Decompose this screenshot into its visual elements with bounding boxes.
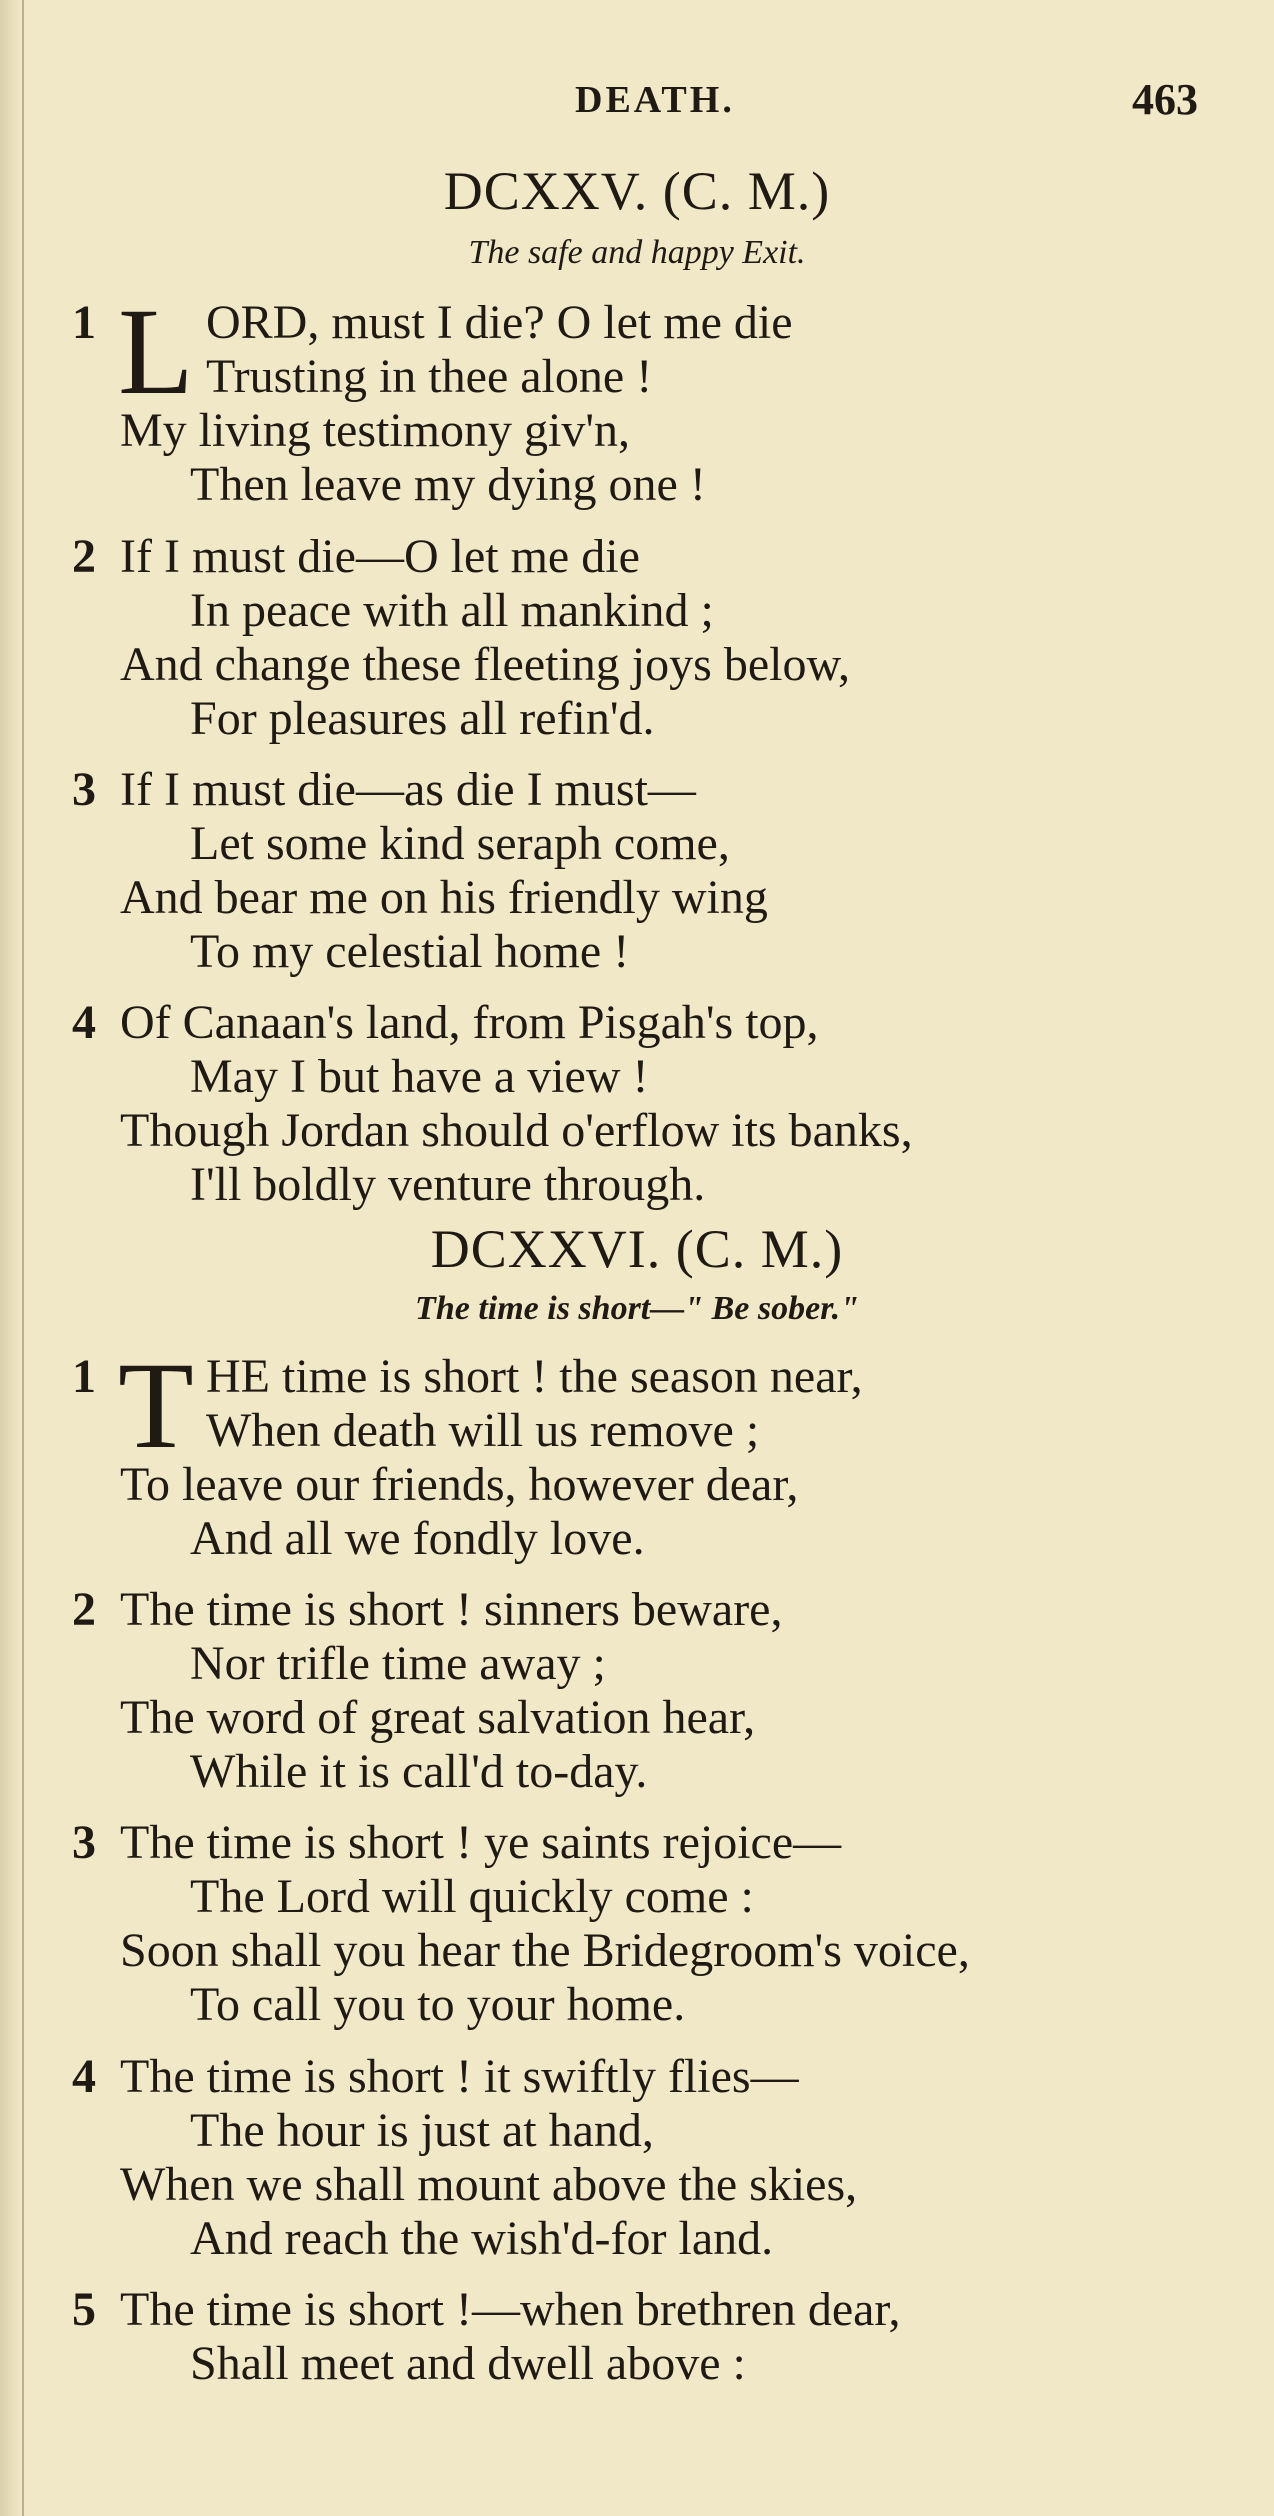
verse-line: My living testimony giv'n, [120, 404, 630, 457]
verse-line: The hour is just at hand, [190, 2104, 654, 2157]
running-head: DEATH. [575, 79, 735, 121]
stanza-number: 2 [72, 530, 96, 583]
verse-line: While it is call'd to-day. [190, 1745, 648, 1798]
verse-line: Soon shall you hear the Bridegroom's voice, [120, 1924, 970, 1977]
hymn-title: DCXXV. (C. M.) [443, 161, 831, 221]
verse-line: To call you to your home. [190, 1978, 686, 2031]
verse-line: In peace with all mankind ; [190, 584, 714, 637]
verse-line: When we shall mount above the skies, [120, 2158, 858, 2211]
stanza-number: 1 [72, 1350, 96, 1403]
verse-line: And change these fleeting joys below, [120, 638, 851, 691]
verse-line: For pleasures all refin'd. [190, 692, 655, 745]
verse-line: The time is short ! ye saints rejoice— [120, 1816, 842, 1869]
stanza-number: 4 [72, 996, 96, 1049]
verse-line: The Lord will quickly come : [190, 1870, 754, 1923]
verse-line: Of Canaan's land, from Pisgah's top, [120, 996, 819, 1049]
hymn-subtitle: The time is short—" Be sober." [415, 1290, 859, 1327]
verse-line: If I must die—O let me die [120, 530, 640, 583]
verse-line: Let some kind seraph come, [190, 817, 730, 870]
verse-line: Then leave my dying one ! [190, 458, 706, 511]
verse-line: ORD, must I die? O let me die [206, 296, 793, 349]
verse-line: Nor trifle time away ; [190, 1637, 606, 1690]
stanza-number: 2 [72, 1583, 96, 1636]
verse-line: I'll boldly venture through. [190, 1158, 706, 1211]
verse-line: And bear me on his friendly wing [120, 871, 768, 924]
verse-line: The word of great salvation hear, [120, 1691, 756, 1744]
verse-line: Shall meet and dwell above : [190, 2337, 746, 2390]
verse-line: To leave our friends, however dear, [120, 1458, 799, 1511]
stanza-number: 1 [72, 296, 96, 349]
verse-line: To my celestial home ! [190, 925, 630, 978]
verse-line: Though Jordan should o'erflow its banks, [120, 1104, 913, 1157]
verse-line: The time is short ! it swiftly flies— [120, 2050, 799, 2103]
verse-line: When death will us remove ; [206, 1404, 760, 1457]
drop-cap: L [118, 283, 194, 420]
verse-line: The time is short !—when brethren dear, [120, 2283, 901, 2336]
hymn-subtitle: The safe and happy Exit. [468, 234, 806, 271]
verse-line: And all we fondly love. [190, 1512, 645, 1565]
stanza-number: 3 [72, 1816, 96, 1869]
drop-cap: T [118, 1337, 194, 1474]
page-header [0, 75, 1274, 138]
stanza-number: 4 [72, 2050, 96, 2103]
stanza-number: 3 [72, 763, 96, 816]
verse-line: Trusting in thee alone ! [206, 350, 653, 403]
stanza-number: 5 [72, 2283, 96, 2336]
page-number: 463 [1132, 75, 1198, 124]
verse-line: HE time is short ! the season near, [206, 1350, 863, 1403]
hymn-title: DCXXVI. (C. M.) [430, 1219, 844, 1279]
verse-line: And reach the wish'd-for land. [190, 2212, 774, 2265]
verse-line: The time is short ! sinners beware, [120, 1583, 783, 1636]
verse-line: If I must die—as die I must— [120, 763, 696, 816]
verse-line: May I but have a view ! [190, 1050, 649, 1103]
